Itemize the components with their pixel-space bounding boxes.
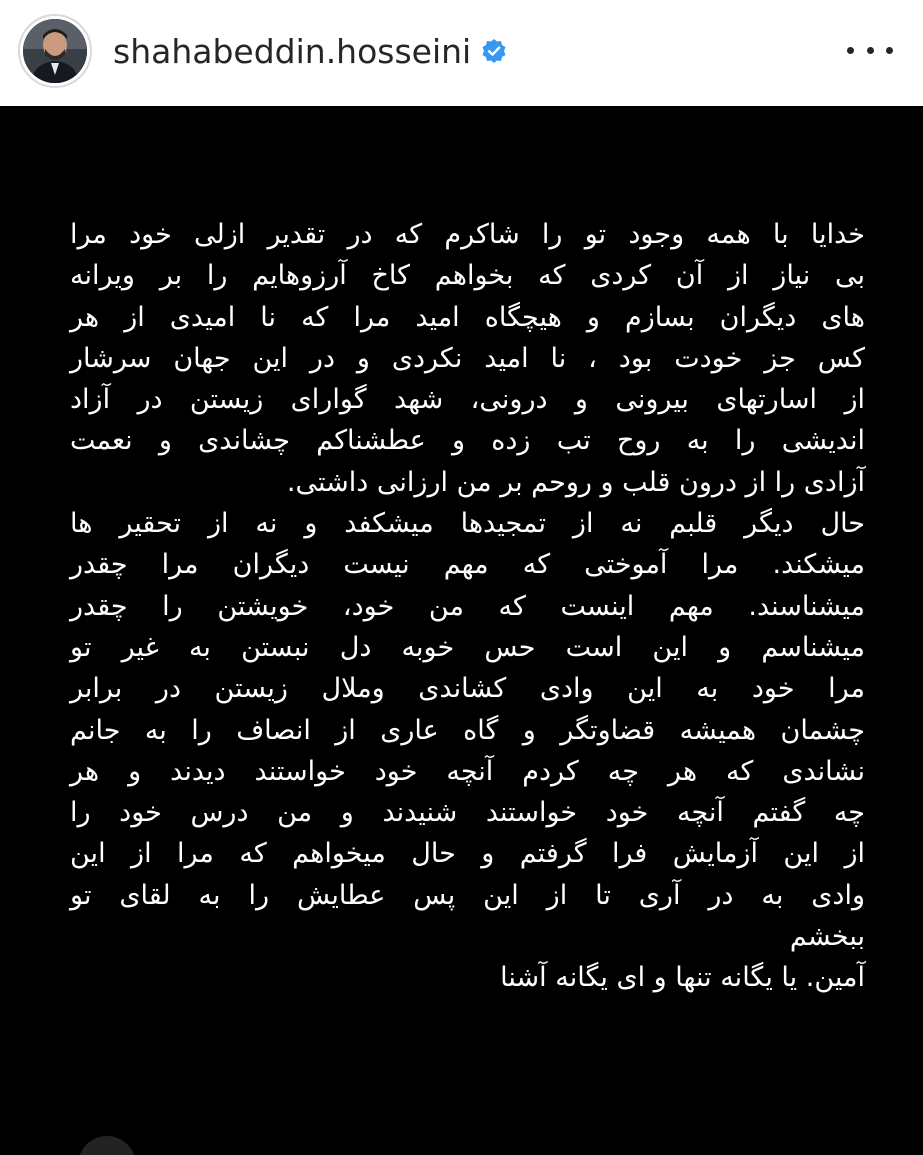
verified-badge-icon — [481, 38, 507, 64]
text-line: اندیشی را به روح تب زده و عطشناکم چشاندی و نعمت — [70, 425, 865, 457]
username-link[interactable]: shahabeddin.hosseini — [113, 31, 472, 71]
text-line: کس جز خودت بود ، نا امید نکردی و در این جهان سرشار — [70, 342, 865, 374]
post-header — [0, 0, 923, 106]
avatar-image — [23, 19, 87, 83]
text-line: آمین. یا یگانه تنها و ای یگانه آشنا — [500, 962, 865, 994]
partial-avatar-icon — [78, 1136, 136, 1155]
post-image[interactable] — [0, 106, 923, 1155]
text-line: میشناسم و این است حس خوبه دل نبستن به غیر تو — [70, 631, 865, 663]
text-line: میشکند. مرا آموختی که مهم نیست دیگران مرا چقدر — [70, 549, 865, 581]
text-line: نشاندی که هر چه کردم آنچه خود خواستند دیدند و هر — [70, 755, 865, 787]
more-options-icon — [847, 47, 854, 54]
text-line: چشمان همیشه قضاوتگر و گاه عاری از انصاف را به جانم — [70, 714, 865, 746]
text-line: های دیگران بسازم و هیچگاه امید مرا که نا امیدی از هر — [70, 301, 865, 333]
more-options-button[interactable] — [847, 36, 893, 64]
text-line: مرا خود به این وادی کشاندی وملال زیستن در برابر — [70, 673, 865, 705]
text-line: چه گفتم آنچه خود خواستند شنیدند و من درس خود را — [70, 797, 865, 829]
text-line: بی نیاز از آن کردی که بخواهم کاخ آرزوهایم را بر ویرانه — [70, 260, 865, 292]
person-avatar-icon — [23, 19, 87, 83]
text-line: از این آزمایش فرا گرفتم و حال میخواهم که مرا از این — [70, 838, 865, 870]
text-line: میشناسند. مهم اینست که من خود، خویشتن را چقدر — [70, 590, 865, 622]
text-line: ببخشم — [789, 921, 865, 953]
username-area[interactable] — [113, 26, 507, 76]
text-line: حال دیگر قلبم نه از تمجیدها میشکفد و نه از تحقیر ها — [70, 508, 865, 540]
more-options-icon — [886, 47, 893, 54]
text-line: وادی به در آری تا از این پس عطایش را به لقای تو — [70, 879, 865, 911]
post-caption-text — [70, 214, 865, 999]
text-line: از اسارتهای بیرونی و درونی، شهد گوارای زیستن در آزاد — [70, 384, 865, 416]
more-options-icon — [867, 47, 874, 54]
text-line: آزادی را از درون قلب و روحم بر من ارزانی داشتی. — [286, 466, 865, 498]
text-line: خدایا با همه وجود تو را شاکرم که در تقدیر ازلی خود مرا — [70, 219, 865, 250]
profile-avatar[interactable] — [18, 14, 92, 88]
